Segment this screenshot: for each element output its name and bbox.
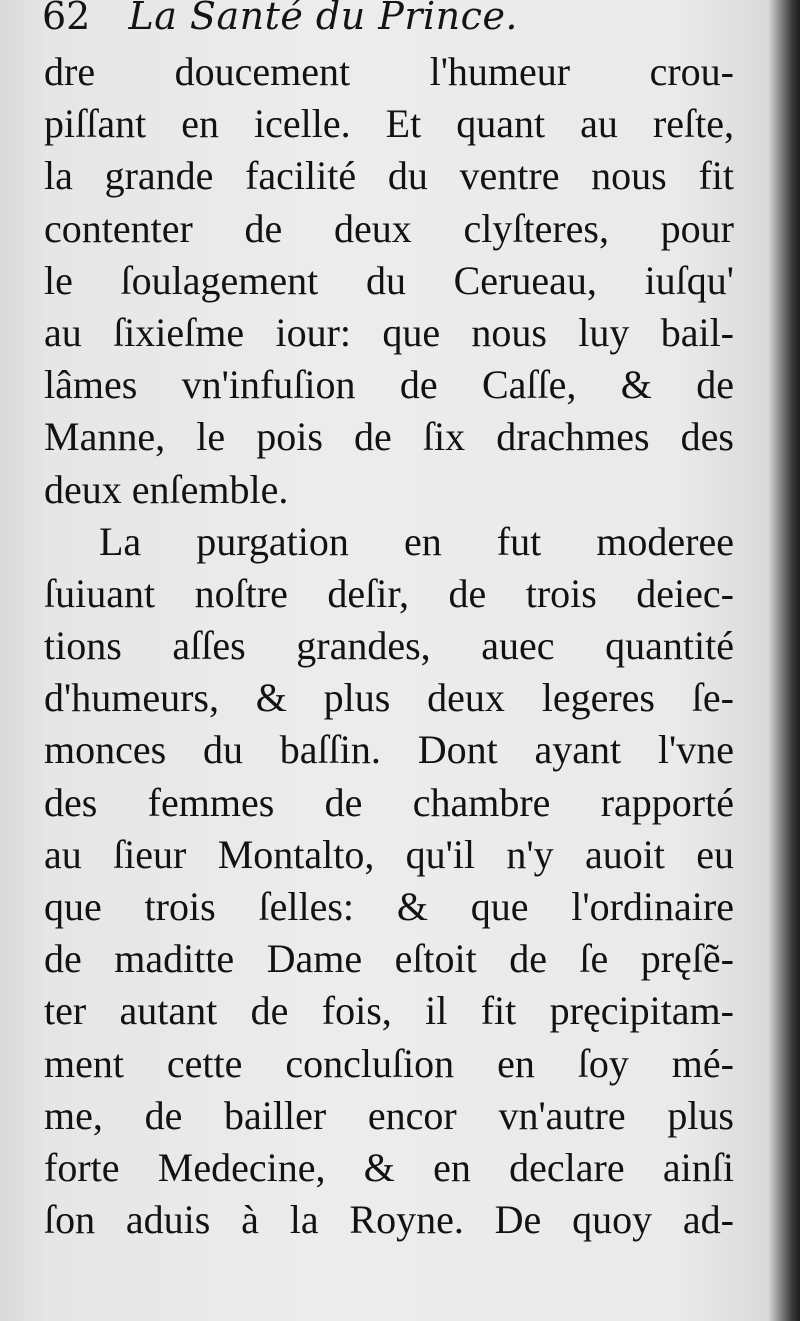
text-line: ment cette concluſion en ſoy mé- [44,1040,734,1086]
text-line: tions aſſes grandes, auec quantité [44,623,734,669]
text-line: ter autant de fois, il fit pręcipitam- [44,988,734,1034]
running-title: La Santé du Prince. [128,0,519,38]
text-line: lâmes vn'infuſion de Caſſe, & de [44,362,734,408]
text-line: dre doucement l'humeur crou- [44,49,734,94]
page-number: 62 [42,0,91,38]
text-line: me, de bailler encor vn'autre plus [44,1092,734,1138]
paragraph-2 [44,516,734,1247]
text-line: le ſoulagement du Cerueau, iuſqu' [44,257,734,303]
text-line: d'humeurs, & plus deux legeres ſe- [44,675,734,721]
body-text [44,46,734,1246]
text-line: contenter de deux clyſteres, pour [44,205,734,251]
text-line: au ſieur Montalto, qu'il n'y auoit eu [44,831,734,877]
text-line: Manne, le pois de ſix drachmes des [44,414,734,460]
text-line: ſuiuant noſtre deſir, de trois deiec- [44,570,734,616]
text-line: deux enſemble. [44,466,289,512]
text-line: ſon aduis à la Royne. De quoy ad- [44,1197,734,1243]
text-line: la grande facilité du ventre nous fit [44,153,734,199]
text-line: au ſixieſme iour: que nous luy bail- [44,309,734,355]
text-line: piſſant en icelle. Et quant au reſte, [44,101,734,147]
text-line: de maditte Dame eſtoit de ſe pręſẽ- [44,936,734,982]
paragraph-1 [44,46,734,516]
page-header [42,0,782,38]
text-line: La purgation en fut moderee [99,518,734,564]
text-line: des femmes de chambre rapporté [44,779,734,825]
text-line: forte Medecine, & en declare ainſi [44,1144,734,1190]
text-line: que trois ſelles: & que l'ordinaire [44,884,734,929]
text-line: monces du baſſin. Dont ayant l'vne [44,727,734,773]
